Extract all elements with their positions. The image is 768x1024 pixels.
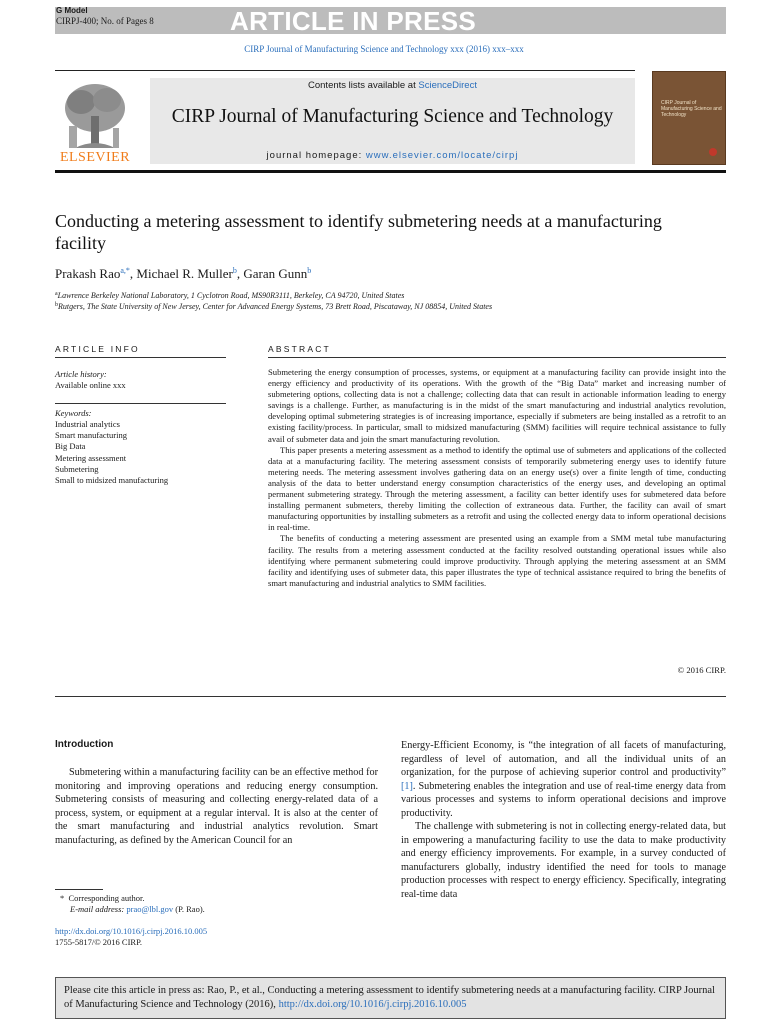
author-affiliation-mark[interactable]: b — [307, 266, 312, 275]
email-suffix: (P. Rao). — [173, 904, 205, 914]
author-name[interactable]: Prakash Rao — [55, 266, 121, 281]
journal-homepage-line — [150, 150, 635, 161]
abstract-paragraph: Submetering the energy consumption of processes, systems, or equipment at a manufacturing facility can provide insight into the energy efficiency and productivity of its operations. With the growth of the “Big Data” market and increasing number of submetering options, collecting data is not a challenge; collecting data that can result in actionable information leading to energy savings is a challenge. Further, as manufacturing is in the midst of the smart manufacturing and industrial analytics revolution, developing optimal submetering strategies is of increasing importance, especially if submeters are being installed as a retrofit to an existing facility/process. In particular, small to midsized manufacturing (SMM) facilities will require technical assistance to fully avail of submeter data and join the smart manufacturing revolution. — [268, 367, 726, 444]
article-in-press-title: ARTICLE IN PRESS — [230, 6, 477, 36]
affiliation-mark: b — [55, 302, 58, 308]
author-affiliation-mark[interactable]: b — [232, 266, 237, 275]
affiliation-text: Lawrence Berkeley National Laboratory, 1 Cyclotron Road, MS90R3111, Berkeley, CA 94720, United States — [57, 291, 405, 300]
affiliation-a — [55, 291, 404, 300]
contents-lists-line — [150, 80, 635, 91]
article-history-value: Available online xxx — [55, 380, 126, 390]
body-text: . Submetering enables the integration and use of real-time energy data from various processes and systems to inform operational decisions and improve productivity. — [401, 780, 726, 819]
keyword-item: Big Data — [55, 441, 86, 452]
footnote-text: Corresponding author. — [68, 893, 145, 903]
cite-this-article-box — [55, 977, 726, 1019]
body-column-left: Submetering within a manufacturing facility can be an effective method for monitoring and improving operations and reducing energy consumption. Submetering consists of measuring and collecting energy-related data of a process, system, or equipment at a regular interval. It is also at the center of the smart manufacturing and industrial analytics revolution. Smart manufacturing, as defined by the American Council for an — [55, 767, 378, 846]
elsevier-wordmark: ELSEVIER — [59, 150, 131, 165]
affiliation-text: Rutgers, The State University of New Jersey, Center for Advanced Energy Systems, 73 Brett Road, Piscataway, NJ 08854, United States — [58, 302, 493, 311]
email-label: E-mail address: — [70, 904, 127, 914]
abstract-bottom-rule — [55, 696, 726, 697]
article-title: Conducting a metering assessment to identify submetering needs at a manufacturing facility — [55, 211, 662, 253]
reference-link[interactable]: [1] — [401, 780, 413, 792]
masthead-top-rule — [55, 70, 635, 71]
affiliation-b — [55, 302, 492, 311]
keyword-item: Submetering — [55, 463, 99, 474]
abstract-rule — [268, 357, 726, 358]
abstract-heading: ABSTRACT — [268, 344, 331, 354]
author-name[interactable]: Michael R. Muller — [136, 266, 233, 281]
journal-citation-line[interactable]: CIRP Journal of Manufacturing Science and Technology xxx (2016) xxx–xxx — [244, 44, 524, 54]
abstract-copyright: © 2016 CIRP. — [677, 665, 726, 675]
manuscript-ref: CIRPJ-400; No. of Pages 8 — [56, 16, 154, 26]
email-footnote — [70, 904, 205, 914]
article-info-rule — [55, 357, 226, 358]
abstract-paragraph: The benefits of conducting a metering assessment are presented using an example from a SMM metal tube manufacturing facility. The results from a metering assessment conducted at the facility resolved outstanding operational issues while also identifying where permanent submetering could improve productivity. Through applying the metering assessment at an SMM facility and identifying uses of submeter data, this paper illustrates the type of technical assistance required to bring the benefits of smart manufacturing and industrial analytics to SMM facilities. — [268, 533, 726, 588]
history-rule — [55, 403, 226, 404]
introduction-heading: Introduction — [55, 739, 114, 750]
author-email-link[interactable]: prao@lbl.gov — [126, 904, 174, 914]
corresponding-author-footnote — [60, 893, 145, 903]
body-text: Energy-Efficient Economy, is “the integration of all facets of manufacturing, regardless of level of automation, and all the individual units of an organization, for the purpose of achieving superior control and productivity” — [401, 740, 726, 778]
footnote-mark: * — [60, 893, 65, 903]
homepage-prefix: journal homepage: — [266, 150, 366, 161]
affiliation-mark: a — [55, 291, 58, 297]
body-paragraph: The challenge with submetering is not in collecting energy-related data, but in empowering a manufacturing facility to use the data to make productivity and energy efficiency improvements. For example, in a survey conducted of manufacturers globally, industry identified the need for tools to manage production processes with respect to energy efficiency. Specifically, integrating real-time data — [401, 821, 726, 900]
journal-cover-thumbnail[interactable] — [652, 71, 726, 165]
keyword-item: Metering assessment — [55, 452, 127, 463]
body-paragraph — [401, 739, 726, 820]
issn-line: 1755-5817/© 2016 CIRP. — [55, 937, 142, 947]
cover-emblem-icon — [709, 148, 717, 156]
abstract-paragraph: This paper presents a metering assessment as a method to identify the optimal use of submeters and applications of the collected data at a manufacturing facility. The metering assessment consists of temporarily submetering energy uses to identify future metering needs. The metering assessment involves gathering data on an energy use(s) over a finite length of time, conducting analysis of the data to better understand energy consumption characteristics of the energy uses, and developing an optimal permanent submetering strategy. Through the metering assessment, a facility can better identify uses for submetered data before installing permanent submeters, thereby limiting the collection of extraneous data. Further, the facility can avail of smart manufacturing opportunities by installing submeters as a retrofit and using the collected energy data to inform operational decisions in real-time. — [268, 444, 726, 533]
journal-title: CIRP Journal of Manufacturing Science and Technology — [171, 106, 614, 127]
journal-homepage-link[interactable]: www.elsevier.com/locate/cirpj — [365, 150, 519, 161]
keyword-item: Smart manufacturing — [55, 430, 127, 441]
article-info-heading: ARTICLE INFO — [55, 344, 140, 354]
cover-title: CIRP Journal of Manufacturing Science and Technology — [661, 100, 722, 118]
author-name[interactable]: Garan Gunn — [243, 266, 308, 281]
body-column-right — [401, 739, 726, 901]
cite-doi-link[interactable]: http://dx.doi.org/10.1016/j.cirpj.2016.10.005 — [278, 999, 467, 1010]
g-model-label: G Model — [56, 6, 88, 15]
sciencedirect-link[interactable]: ScienceDirect — [418, 80, 477, 91]
article-history-label: Article history: — [55, 369, 107, 379]
contents-prefix: Contents lists available at — [308, 80, 419, 91]
keyword-list — [55, 419, 168, 486]
keywords-label: Keywords: — [55, 408, 92, 418]
cite-text: Please cite this article in press as: Rao, P., et al., Conducting a metering assessment to identify submetering needs at a manufacturing facility. CIRP Journal of Manufacturing Science and Technology (2016), — [64, 985, 715, 1010]
masthead-bottom-rule — [55, 170, 726, 173]
footnote-rule — [55, 889, 103, 890]
doi-link[interactable]: http://dx.doi.org/10.1016/j.cirpj.2016.10.005 — [55, 926, 208, 936]
author-affiliation-mark[interactable]: a,* — [120, 266, 130, 275]
author-list: Prakash Rao$^{a,*}$, Michael R. Muller$^b$, Garan Gunn$^b$ — [55, 266, 312, 281]
abstract-body — [268, 367, 726, 589]
keyword-item: Industrial analytics — [55, 419, 120, 429]
keyword-item: Small to midsized manufacturing — [55, 475, 169, 486]
